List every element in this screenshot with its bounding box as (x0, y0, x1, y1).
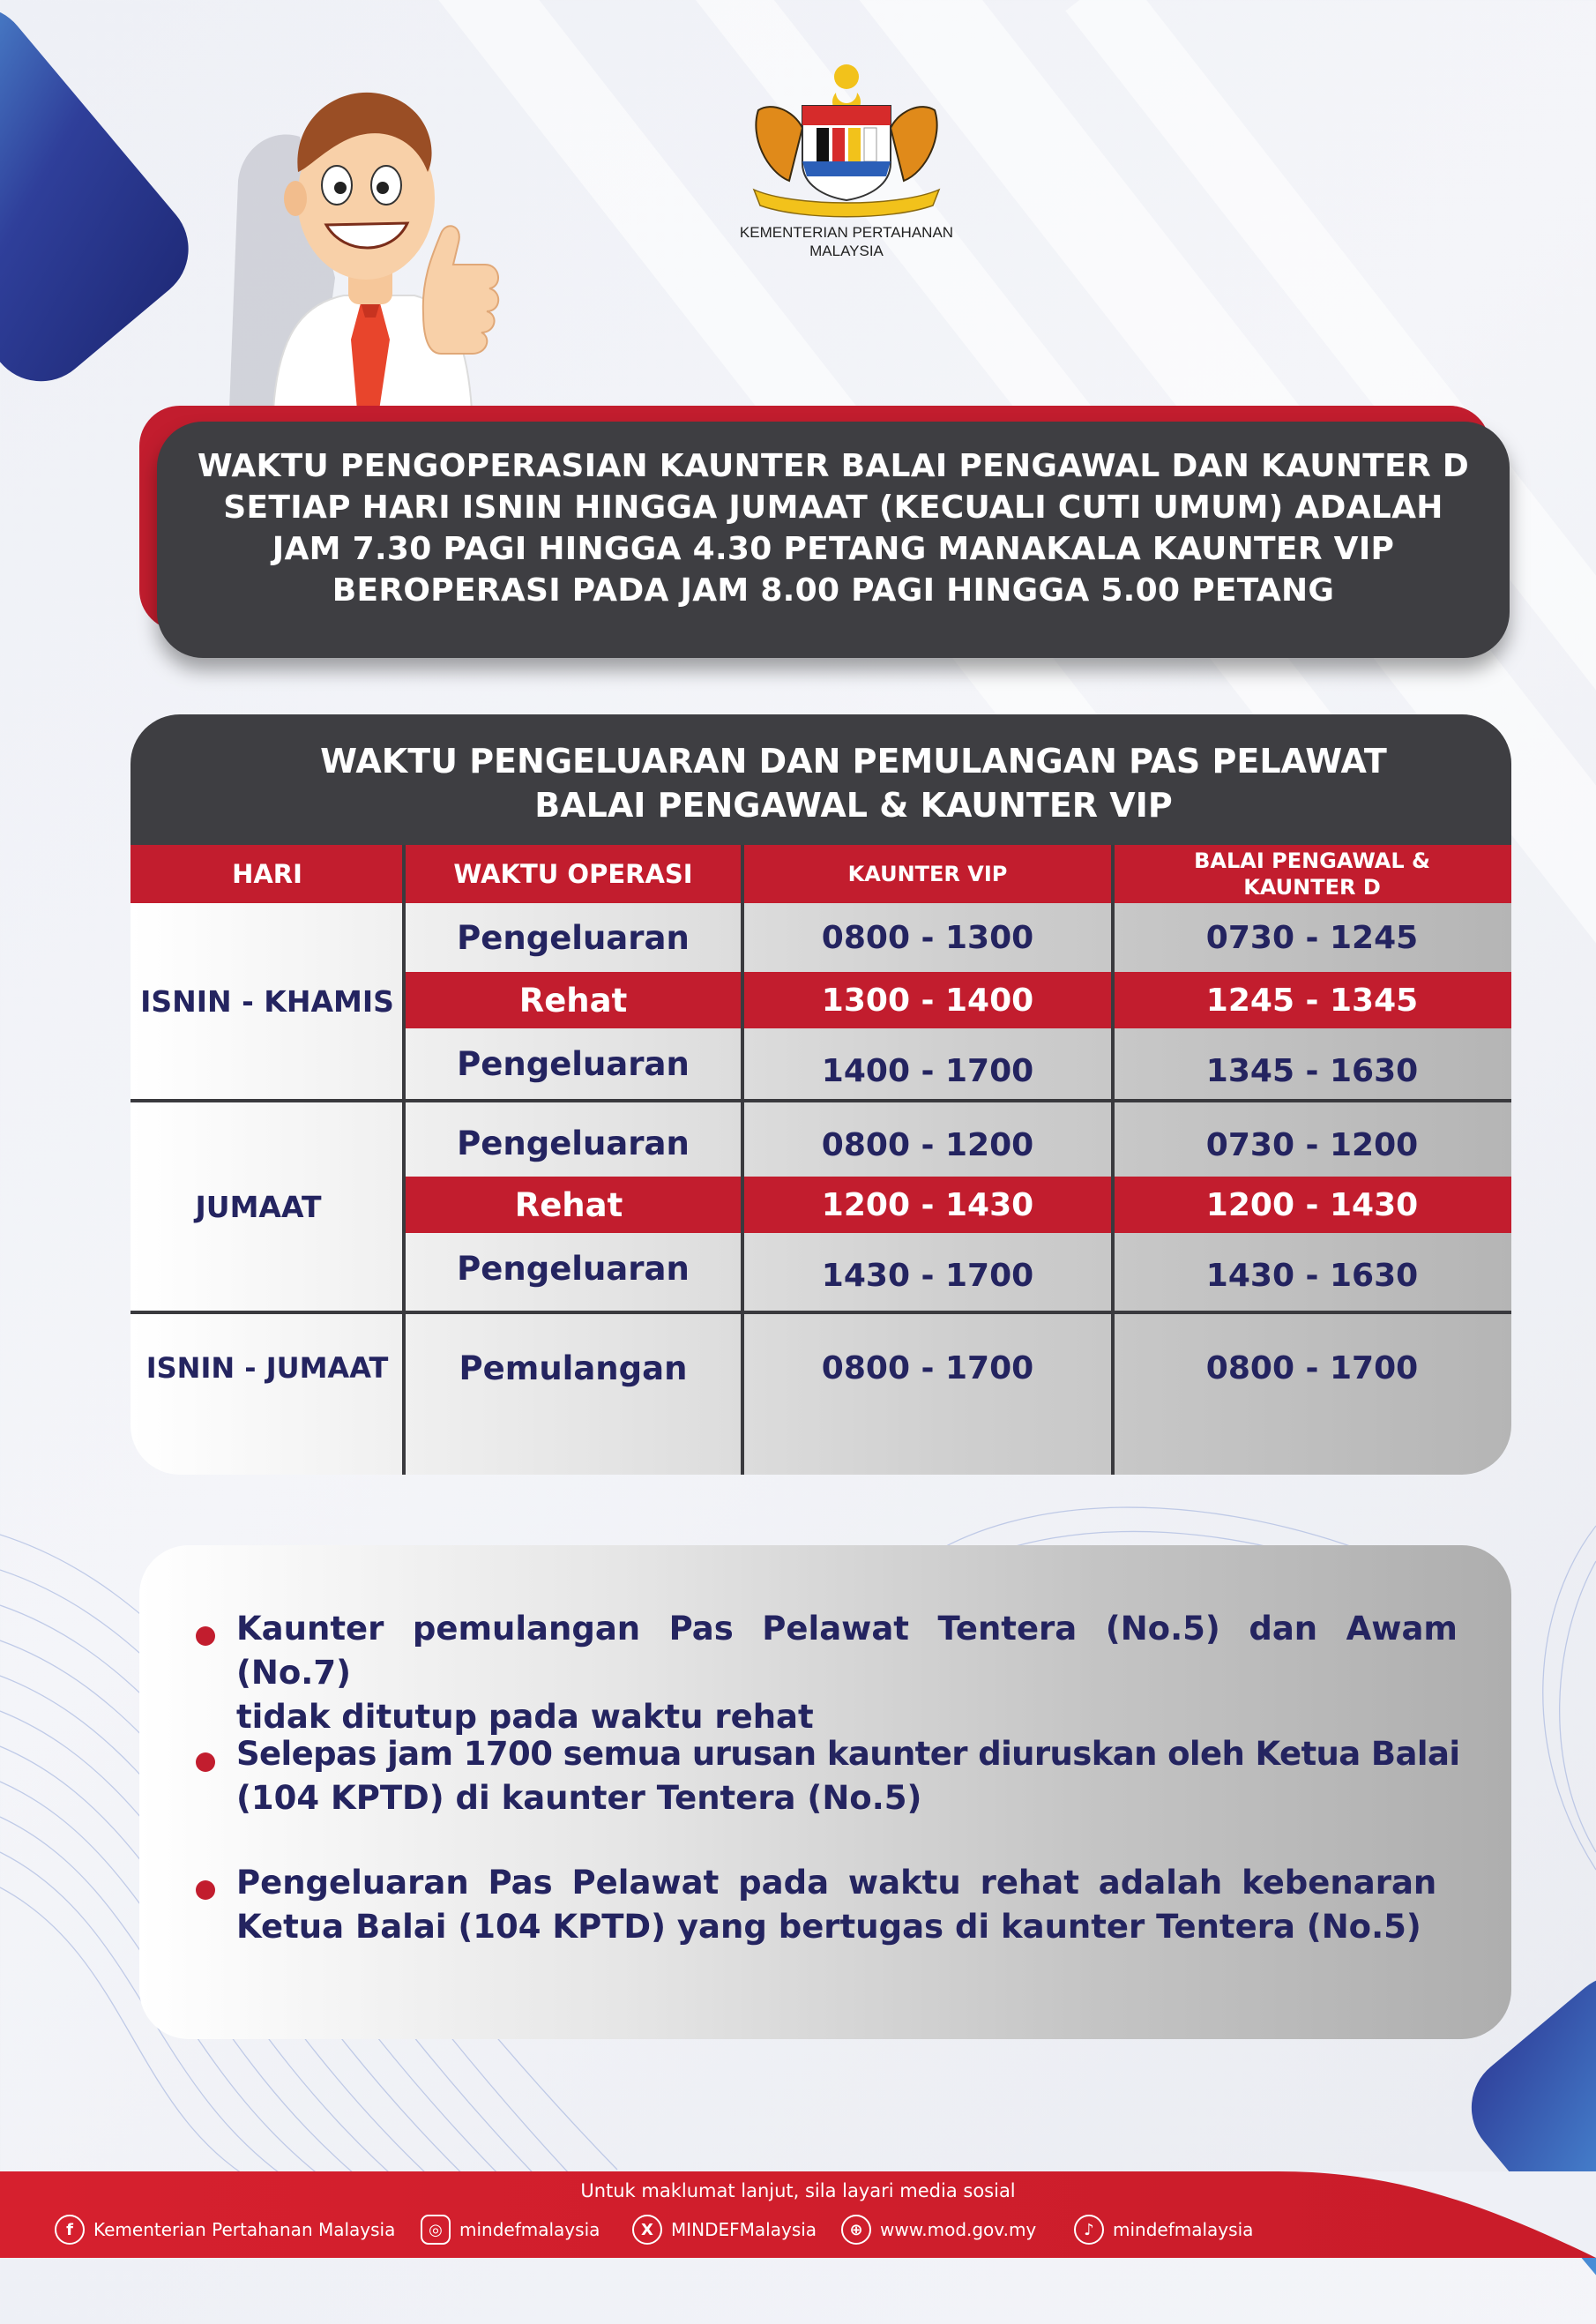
vip-time-cell: 1400 - 1700 (821, 1052, 1034, 1089)
instagram-link[interactable] (421, 2213, 600, 2246)
vip-time-cell: 0800 - 1200 (821, 1126, 1034, 1163)
vip-time-cell: 0800 - 1300 (821, 919, 1034, 956)
operation-cell: Pemulangan (459, 1349, 688, 1387)
table-title-line-2: BALAI PENGAWAL & KAUNTER VIP (534, 786, 1173, 825)
note-line: Kaunter pemulangan Pas Pelawat Tentera (No.5) dan Awam (No.7) (236, 1610, 1458, 1692)
instagram-label: mindefmalaysia (459, 2219, 600, 2240)
operation-cell: Rehat (518, 981, 628, 1020)
balai-time-cell: 0800 - 1700 (1205, 1349, 1419, 1386)
mascot-thumbs-up-illustration (203, 75, 520, 410)
note-item (236, 1607, 1458, 1739)
day-cell: ISNIN - KHAMIS (140, 983, 394, 1019)
note-line: tidak ditutup pada waktu rehat (236, 1698, 814, 1736)
vip-time-cell: 1430 - 1700 (821, 1257, 1034, 1294)
jata-negara-crest-logo (741, 57, 952, 220)
banner-line-1: WAKTU PENGOPERASIAN KAUNTER BALAI PENGAWAL DAN KAUNTER D (197, 448, 1470, 484)
note-line: Selepas jam 1700 semua urusan kaunter diuruskan oleh Ketua Balai (236, 1735, 1460, 1773)
banner-line-2: SETIAP HARI ISNIN HINGGA JUMAAT (KECUALI CUTI UMUM) ADALAH (223, 489, 1443, 526)
banner-line-3: JAM 7.30 PAGI HINGGA 4.30 PETANG MANAKALA KAUNTER VIP (272, 531, 1395, 567)
bullet-icon (196, 1880, 215, 1900)
balai-time-cell: 1430 - 1630 (1205, 1257, 1419, 1294)
banner-line-4: BEROPERASI PADA JAM 8.00 PAGI HINGGA 5.00 PETANG (332, 572, 1335, 609)
operation-cell: Rehat (514, 1185, 623, 1224)
header-balai-line-2: KAUNTER D (1243, 875, 1381, 900)
ministry-name-label (688, 223, 1005, 260)
notes-panel (139, 1545, 1511, 2039)
bullet-icon (196, 1626, 215, 1646)
header-day: HARI (232, 859, 302, 889)
globe-icon: ⊕ (841, 2215, 871, 2245)
header-balai (1113, 845, 1511, 903)
operation-cell: Pengeluaran (457, 918, 690, 957)
balai-time-cell: 1345 - 1630 (1205, 1052, 1419, 1089)
x-link[interactable] (632, 2213, 817, 2246)
day-cell: JUMAAT (195, 1189, 322, 1224)
note-item (236, 1861, 1458, 1949)
table-title-line-1: WAKTU PENGELUARAN DAN PEMULANGAN PAS PELAWAT (320, 742, 1387, 781)
table-title (236, 739, 1471, 827)
vip-time-cell: 0800 - 1700 (821, 1349, 1034, 1386)
website-label: www.mod.gov.my (880, 2219, 1037, 2240)
balai-time-cell: 0730 - 1245 (1205, 919, 1419, 956)
website-link[interactable] (841, 2213, 1036, 2246)
vip-time-cell: 1200 - 1430 (821, 1186, 1034, 1223)
header-operation: WAKTU OPERASI (453, 859, 693, 889)
x-icon: X (632, 2215, 662, 2245)
facebook-label: Kementerian Pertahanan Malaysia (93, 2219, 396, 2240)
balai-time-cell: 1245 - 1345 (1205, 982, 1419, 1019)
instagram-icon: ◎ (421, 2215, 451, 2245)
operation-cell: Pengeluaran (457, 1124, 690, 1162)
header-balai-line-1: BALAI PENGAWAL & (1194, 848, 1430, 873)
x-label: MINDEFMalaysia (671, 2219, 817, 2240)
operating-hours-text (168, 445, 1499, 611)
visitor-pass-schedule-table (131, 714, 1511, 1475)
balai-time-cell: 0730 - 1200 (1205, 1126, 1419, 1163)
tiktok-link[interactable] (1074, 2213, 1253, 2246)
tiktok-icon: ♪ (1074, 2215, 1104, 2245)
operation-cell: Pengeluaran (457, 1249, 690, 1288)
day-cell: ISNIN - JUMAAT (145, 1351, 389, 1385)
balai-time-cell: 1200 - 1430 (1205, 1186, 1419, 1223)
note-line: (104 KPTD) di kaunter Tentera (No.5) (236, 1779, 922, 1817)
facebook-icon: f (55, 2215, 85, 2245)
ministry-name-line: KEMENTERIAN PERTAHANAN (739, 224, 954, 241)
ministry-country-line: MALAYSIA (809, 243, 884, 259)
tiktok-label: mindefmalaysia (1113, 2219, 1254, 2240)
facebook-link[interactable] (55, 2213, 395, 2246)
footer-note: Untuk maklumat lanjut, sila layari media sosial (580, 2180, 1016, 2201)
header-vip: KAUNTER VIP (847, 862, 1008, 886)
note-line: Ketua Balai (104 KPTD) yang bertugas di kaunter Tentera (No.5) (236, 1908, 1421, 1946)
note-item (236, 1732, 1458, 1820)
note-line: Pengeluaran Pas Pelawat pada waktu rehat adalah kebenaran (236, 1864, 1437, 1902)
operation-cell: Pengeluaran (457, 1044, 690, 1083)
bullet-icon (196, 1752, 215, 1772)
vip-time-cell: 1300 - 1400 (821, 982, 1034, 1019)
